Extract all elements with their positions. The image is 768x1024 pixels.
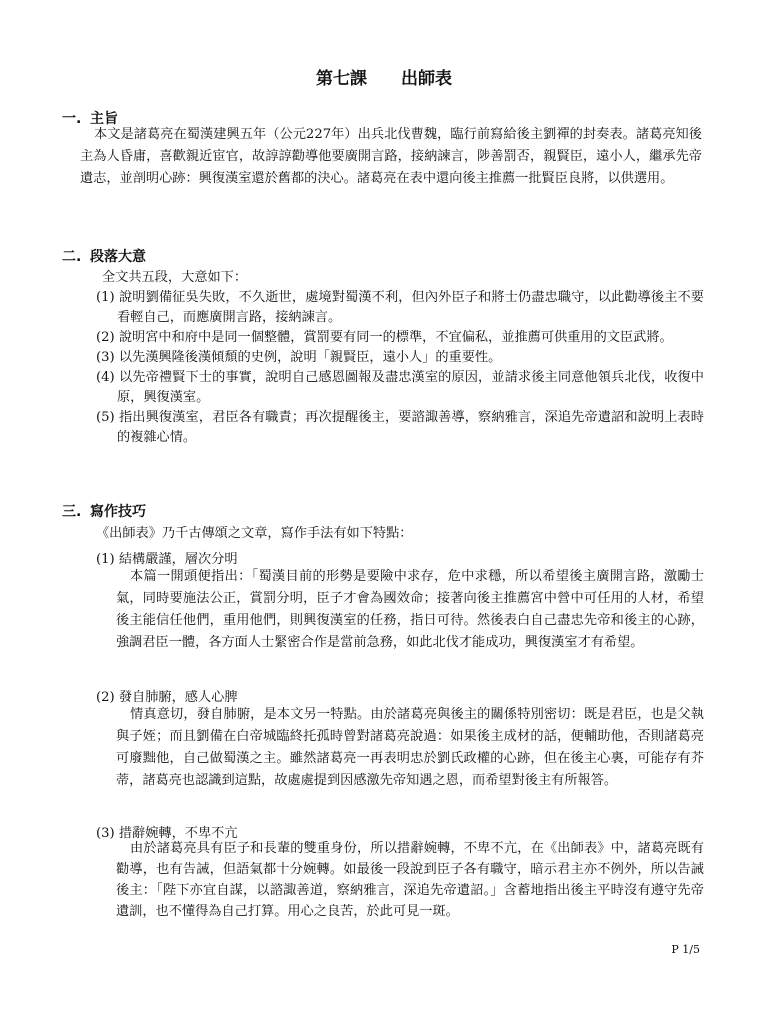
section-title: 寫作技巧 [90,504,146,520]
list-item: (1) 說明劉備征吳失敗，不久逝世，處境對蜀漢不利，但內外臣子和將士仍盡忠職守，以此勸導後主不要看輕自己，而應廣開言路，接納諫言。 [96,290,704,325]
subsection-body-3 [116,838,704,922]
subsection-paragraph: 情真意切，發自肺腑，是本文另一特點。由於諸葛亮與後主的關係特別密切：既是君臣，也是父執與子姪；而且劉備在白帝城臨終托孤時曾對諸葛亮說過：如果後主成材的話，便輔助他，否則諸葛亮可廢黜他，自己做蜀漢之主。雖然諸葛亮一再表明忠於劉氏政權的心跡，但在後主心裏，可能存有芥蒂，諸葛亮也認識到這點，故處處提到因感激先帝知遇之恩，而希望對後主有所報答。 [116,707,704,788]
section-number: 三. [62,504,82,520]
list-item: (5) 指出興復漢室，君臣各有職責；再次提醒後主，要諮諏善導，察納雅言，深追先帝遺詔和說明上表時的複雜心情。 [96,410,704,445]
subsection-label-2: (2) 發自肺腑，感人心脾 [96,690,238,705]
summary-paragraph: 本文是諸葛亮在蜀漢建興五年（公元227年）出兵北伐曹魏，臨行前寫給後主劉禪的封奏表。諸葛亮知後主為人昏庸，喜歡親近宦官，故諄諄勸導他要廣開言路，接納諫言，陟善罰否，親賢臣，遠小人，繼承先帝遺志，並剖明心跡：興復漢室還於舊都的決心。諸葛亮在表中還向後主推薦一批賢臣良將，以供選用。 [80,127,702,187]
section-intro: 全文共五段，大意如下： [102,270,248,285]
subsection-body-2 [116,704,704,792]
section-number: 二. [62,249,82,265]
section-title: 主旨 [90,111,118,127]
subsection-paragraph: 本篇一開頭便指出：「蜀漢目前的形勢是要險中求存，危中求穩，所以希望後主廣開言路，激勵士氣，同時要施法公正，賞罰分明，臣子才會為國效命；接著向後主推薦宮中營中可任用的人材，希望後主能信任他們，重用他們，則興復漢室的任務，指日可待。然後表白自己盡忠先帝和後主的心跡，強調君臣一體，各方面人士緊密合作是當前急務，如此北伐才能成功，興復漢室才有希望。 [116,569,704,650]
page-title: 第七課 出師表 [316,69,452,89]
section-number: 一. [62,111,82,127]
subsection-label-1: (1) 結構嚴謹，層次分明 [96,552,238,567]
subsection-label-3: (3) 措辭婉轉，不卑不亢 [96,826,238,841]
section-heading-3 [62,501,146,521]
page-number: P 1/5 [671,943,700,956]
section-title: 段落大意 [90,249,146,265]
list-item: (4) 以先帝禮賢下士的事實，說明自己感恩圖報及盡忠漢室的原因，並請求後主同意他領兵北伐，收復中原，興復漢室。 [96,370,704,405]
subsection-body-1 [116,566,704,654]
paragraph-summary-list [96,268,704,448]
section-intro: 《出師表》乃千古傳頌之文章，寫作手法有如下特點： [96,526,413,541]
section-heading-2 [62,246,146,266]
subsection-paragraph: 由於諸葛亮具有臣子和長輩的雙重身份，所以措辭婉轉，不卑不亢，在《出師表》中，諸葛亮既有勸導，也有告誡，但語氣都十分婉轉。如最後一段說到臣子各有職守，暗示君主亦不例外，所以告誡後主：「陛下亦宜自謀，以諮諏善道，察納雅言，深追先帝遺詔。」含蓄地指出後主平時沒有遵守先帝遺訓，也不懂得為自己打算。用心之良苦，於此可見一斑。 [116,841,704,919]
list-item: (3) 以先漢興隆後漢傾頹的史例，說明「親賢臣，遠小人」的重要性。 [96,350,502,365]
section-body-1 [80,124,702,191]
list-item: (2) 說明宮中和府中是同一個整體，賞罰要有同一的標準，不宜偏私，並推薦可供重用的文臣武將。 [96,330,673,345]
